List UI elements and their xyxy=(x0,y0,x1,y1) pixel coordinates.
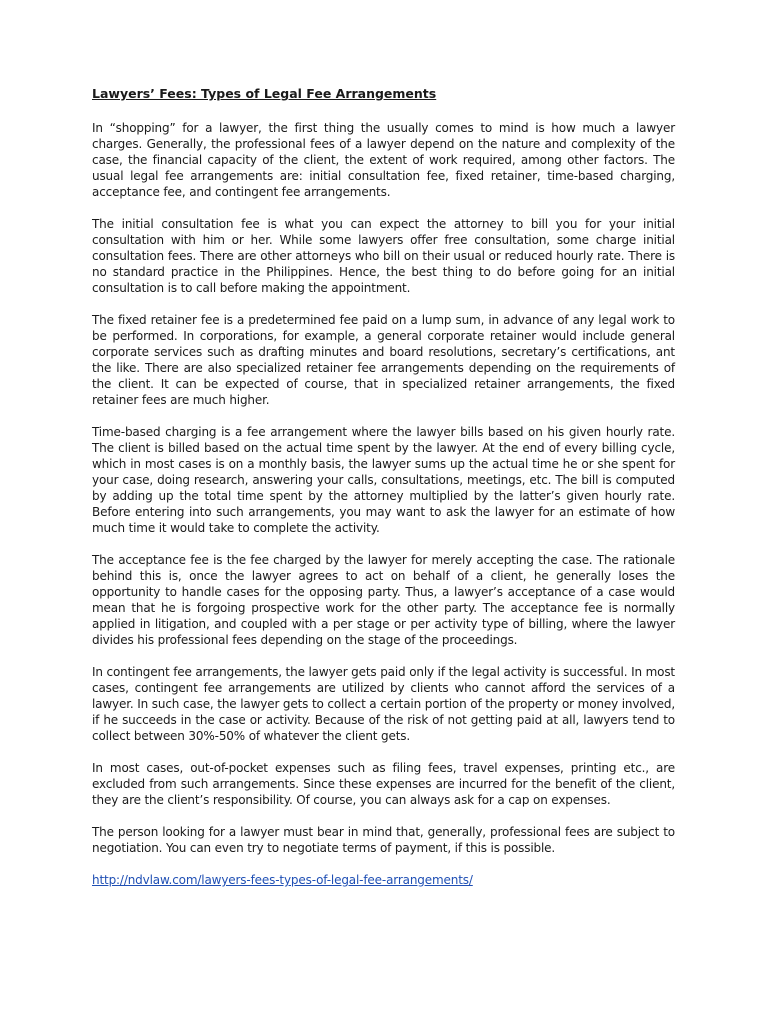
paragraph-out-of-pocket: In most cases, out-of-pocket expenses such as filing fees, travel expenses, printing etc., are excluded from such arrangements. Since these expenses are incurred for the benefit of the client, they are the client’s responsibility. Of course, you can always ask for a cap on expenses. xyxy=(92,761,675,807)
document-title: Lawyers’ Fees: Types of Legal Fee Arrangements xyxy=(92,86,437,101)
paragraph-negotiation: The person looking for a lawyer must bear in mind that, generally, professional fees are subject to negotiation. You can even try to negotiate terms of payment, if this is possible. xyxy=(92,825,675,855)
paragraph-contingent-fee: In contingent fee arrangements, the lawyer gets paid only if the legal activity is successful. In most cases, contingent fee arrangements are utilized by clients who cannot afford the services of a lawyer. In such case, the lawyer gets to collect a certain portion of the property or money involved, if he succeeds in the case or activity. Because of the risk of not getting paid at all, lawyers tend to collect between 30%-50% of whatever the client gets. xyxy=(92,665,675,743)
paragraph-time-based: Time-based charging is a fee arrangement where the lawyer bills based on his given hourly rate. The client is billed based on the actual time spent by the lawyer. At the end of every billing cycle, which in most cases is on a monthly basis, the lawyer sums up the actual time he or she spent for your case, doing research, answering your calls, consultations, meetings, etc. The bill is computed by adding up the total time spent by the attorney multiplied by the latter’s given hourly rate. Before entering into such arrangements, you may want to ask the lawyer for an estimate of how much time it would take to complete the activity. xyxy=(92,425,675,535)
source-link[interactable]: http://ndvlaw.com/lawyers-fees-types-of-legal-fee-arrangements/ xyxy=(92,873,473,887)
paragraph-initial-consultation: The initial consultation fee is what you can expect the attorney to bill you for your initial consultation with him or her. While some lawyers offer free consultation, some charge initial consultation fees. There are other attorneys who bill on their usual or reduced hourly rate. There is no standard practice in the Philippines. Hence, the best thing to do before going for an initial consultation is to call before making the appointment. xyxy=(92,217,675,295)
paragraph-acceptance-fee: The acceptance fee is the fee charged by the lawyer for merely accepting the case. The rationale behind this is, once the lawyer agrees to act on behalf of a client, he generally loses the opportunity to handle cases for the opposing party. Thus, a lawyer’s acceptance of a case would mean that he is forgoing prospective work for the other party. The acceptance fee is normally applied in litigation, and coupled with a per stage or per activity type of billing, where the lawyer divides his professional fees depending on the stage of the proceedings. xyxy=(92,553,675,647)
paragraph-intro: In “shopping” for a lawyer, the first thing the usually comes to mind is how much a lawyer charges. Generally, the professional fees of a lawyer depend on the nature and complexity of the case, the financial capacity of the client, the extent of work required, among other factors. The usual legal fee arrangements are: initial consultation fee, fixed retainer, time-based charging, acceptance fee, and contingent fee arrangements. xyxy=(92,121,675,199)
document-body xyxy=(92,86,675,888)
paragraph-fixed-retainer: The fixed retainer fee is a predetermined fee paid on a lump sum, in advance of any legal work to be performed. In corporations, for example, a general corporate retainer would include general corporate services such as drafting minutes and board resolutions, secretary’s certifications, ant the like. There are also specialized retainer fee arrangements depending on the requirements of the client. It can be expected of course, that in specialized retainer arrangements, the fixed retainer fees are much higher. xyxy=(92,313,675,407)
